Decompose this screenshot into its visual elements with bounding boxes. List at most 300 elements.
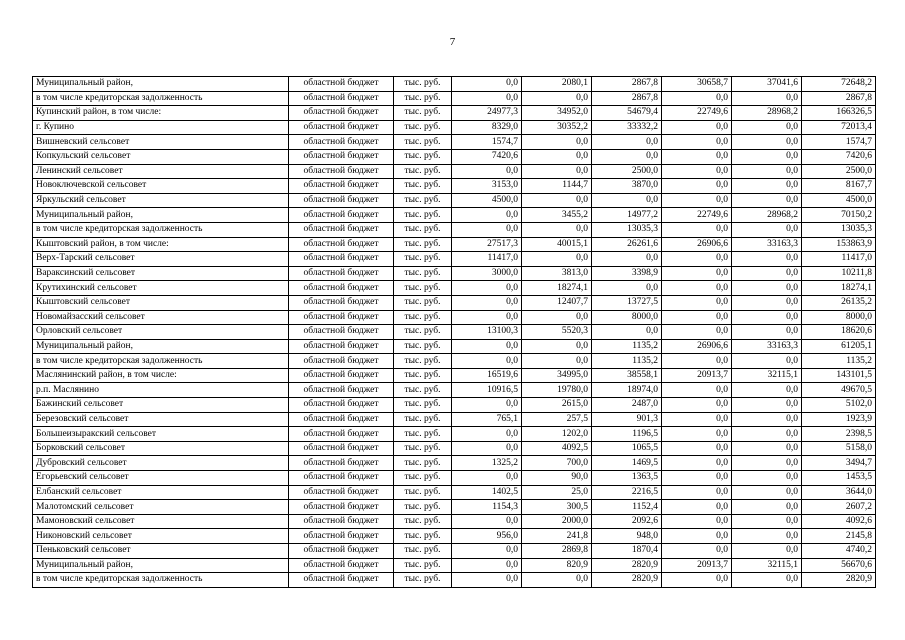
cell-unit: тыс. руб. <box>394 325 452 340</box>
cell-value: 10916,5 <box>452 383 522 398</box>
cell-value: 26261,6 <box>592 237 662 252</box>
cell-value: 0,0 <box>662 222 732 237</box>
cell-total: 26135,2 <box>802 295 876 310</box>
cell-total: 7420,6 <box>802 149 876 164</box>
cell-unit: тыс. руб. <box>394 149 452 164</box>
cell-value: 0,0 <box>452 544 522 559</box>
cell-source: областной бюджет <box>289 310 394 325</box>
cell-value: 28968,2 <box>732 208 802 223</box>
budget-table <box>32 76 876 588</box>
cell-value: 1144,7 <box>522 179 592 194</box>
cell-value: 34995,0 <box>522 368 592 383</box>
cell-value: 0,0 <box>452 471 522 486</box>
table-row <box>33 193 876 208</box>
cell-source: областной бюджет <box>289 266 394 281</box>
cell-value: 0,0 <box>662 529 732 544</box>
cell-value: 0,0 <box>662 281 732 296</box>
cell-value: 20913,7 <box>662 368 732 383</box>
table-row <box>33 120 876 135</box>
cell-name: Муниципальный район, <box>33 77 289 92</box>
cell-value: 241,8 <box>522 529 592 544</box>
table-row <box>33 91 876 106</box>
cell-value: 901,3 <box>592 412 662 427</box>
table-row <box>33 252 876 267</box>
table-row <box>33 295 876 310</box>
cell-source: областной бюджет <box>289 281 394 296</box>
cell-unit: тыс. руб. <box>394 354 452 369</box>
cell-name: Купинский район, в том числе: <box>33 106 289 121</box>
cell-value: 33163,3 <box>732 339 802 354</box>
cell-unit: тыс. руб. <box>394 252 452 267</box>
cell-value: 0,0 <box>452 295 522 310</box>
cell-value: 0,0 <box>662 252 732 267</box>
cell-value: 0,0 <box>732 281 802 296</box>
table-row <box>33 427 876 442</box>
cell-total: 2145,8 <box>802 529 876 544</box>
cell-total: 13035,3 <box>802 222 876 237</box>
table-row <box>33 237 876 252</box>
cell-value: 0,0 <box>662 398 732 413</box>
cell-value: 0,0 <box>662 427 732 442</box>
cell-source: областной бюджет <box>289 354 394 369</box>
cell-value: 1363,5 <box>592 471 662 486</box>
table-row <box>33 179 876 194</box>
cell-name: Егорьевский сельсовет <box>33 471 289 486</box>
cell-value: 0,0 <box>662 266 732 281</box>
cell-value: 0,0 <box>732 295 802 310</box>
cell-value: 13100,3 <box>452 325 522 340</box>
cell-value: 0,0 <box>732 529 802 544</box>
cell-value: 54679,4 <box>592 106 662 121</box>
cell-value: 0,0 <box>662 441 732 456</box>
table-row <box>33 398 876 413</box>
cell-source: областной бюджет <box>289 120 394 135</box>
cell-value: 37041,6 <box>732 77 802 92</box>
cell-value: 0,0 <box>592 252 662 267</box>
table-row <box>33 135 876 150</box>
cell-value: 33332,2 <box>592 120 662 135</box>
cell-name: Ленинский сельсовет <box>33 164 289 179</box>
table-row <box>33 281 876 296</box>
cell-total: 56670,6 <box>802 558 876 573</box>
cell-unit: тыс. руб. <box>394 573 452 588</box>
cell-source: областной бюджет <box>289 456 394 471</box>
cell-value: 0,0 <box>662 179 732 194</box>
cell-total: 2867,8 <box>802 91 876 106</box>
cell-value: 0,0 <box>732 412 802 427</box>
cell-value: 0,0 <box>452 573 522 588</box>
cell-value: 2867,8 <box>592 77 662 92</box>
cell-total: 11417,0 <box>802 252 876 267</box>
table-row <box>33 77 876 92</box>
table-row <box>33 514 876 529</box>
cell-total: 18620,6 <box>802 325 876 340</box>
cell-value: 948,0 <box>592 529 662 544</box>
cell-value: 0,0 <box>732 91 802 106</box>
cell-value: 40015,1 <box>522 237 592 252</box>
cell-source: областной бюджет <box>289 485 394 500</box>
cell-value: 0,0 <box>732 252 802 267</box>
cell-value: 0,0 <box>732 193 802 208</box>
cell-value: 22749,6 <box>662 106 732 121</box>
cell-value: 19780,0 <box>522 383 592 398</box>
cell-unit: тыс. руб. <box>394 310 452 325</box>
cell-value: 2820,9 <box>592 573 662 588</box>
cell-value: 0,0 <box>522 149 592 164</box>
cell-unit: тыс. руб. <box>394 471 452 486</box>
cell-value: 956,0 <box>452 529 522 544</box>
cell-value: 0,0 <box>662 544 732 559</box>
cell-source: областной бюджет <box>289 179 394 194</box>
cell-value: 30352,2 <box>522 120 592 135</box>
cell-unit: тыс. руб. <box>394 427 452 442</box>
table-row <box>33 222 876 237</box>
cell-source: областной бюджет <box>289 573 394 588</box>
cell-value: 33163,3 <box>732 237 802 252</box>
cell-value: 32115,1 <box>732 368 802 383</box>
cell-value: 0,0 <box>522 310 592 325</box>
cell-value: 0,0 <box>592 281 662 296</box>
cell-value: 4500,0 <box>452 193 522 208</box>
cell-name: в том числе кредиторская задолженность <box>33 222 289 237</box>
cell-total: 2398,5 <box>802 427 876 442</box>
table-row <box>33 471 876 486</box>
cell-value: 0,0 <box>662 325 732 340</box>
cell-unit: тыс. руб. <box>394 91 452 106</box>
cell-value: 0,0 <box>662 295 732 310</box>
table-row <box>33 485 876 500</box>
cell-value: 1574,7 <box>452 135 522 150</box>
cell-value: 0,0 <box>732 222 802 237</box>
cell-unit: тыс. руб. <box>394 485 452 500</box>
cell-total: 1574,7 <box>802 135 876 150</box>
cell-value: 2615,0 <box>522 398 592 413</box>
cell-value: 700,0 <box>522 456 592 471</box>
cell-total: 1453,5 <box>802 471 876 486</box>
cell-source: областной бюджет <box>289 441 394 456</box>
table-row <box>33 441 876 456</box>
cell-value: 0,0 <box>662 91 732 106</box>
cell-value: 22749,6 <box>662 208 732 223</box>
cell-value: 0,0 <box>452 222 522 237</box>
cell-value: 1870,4 <box>592 544 662 559</box>
cell-unit: тыс. руб. <box>394 135 452 150</box>
cell-value: 0,0 <box>732 398 802 413</box>
cell-unit: тыс. руб. <box>394 456 452 471</box>
cell-value: 0,0 <box>662 485 732 500</box>
cell-value: 0,0 <box>452 427 522 442</box>
cell-unit: тыс. руб. <box>394 500 452 515</box>
cell-value: 26906,6 <box>662 339 732 354</box>
table-row <box>33 368 876 383</box>
table-row <box>33 266 876 281</box>
cell-source: областной бюджет <box>289 149 394 164</box>
cell-source: областной бюджет <box>289 339 394 354</box>
cell-value: 0,0 <box>732 179 802 194</box>
cell-total: 2607,2 <box>802 500 876 515</box>
cell-value: 32115,1 <box>732 558 802 573</box>
cell-value: 2869,8 <box>522 544 592 559</box>
cell-total: 5102,0 <box>802 398 876 413</box>
cell-value: 3813,0 <box>522 266 592 281</box>
cell-value: 4092,5 <box>522 441 592 456</box>
cell-total: 70150,2 <box>802 208 876 223</box>
cell-value: 34952,0 <box>522 106 592 121</box>
cell-value: 7420,6 <box>452 149 522 164</box>
cell-value: 0,0 <box>662 354 732 369</box>
cell-name: Муниципальный район, <box>33 208 289 223</box>
cell-value: 0,0 <box>592 149 662 164</box>
cell-value: 1469,5 <box>592 456 662 471</box>
table-row <box>33 164 876 179</box>
table-row <box>33 529 876 544</box>
cell-value: 0,0 <box>732 383 802 398</box>
cell-name: Орловский сельсовет <box>33 325 289 340</box>
cell-name: Кыштовский район, в том числе: <box>33 237 289 252</box>
cell-value: 8329,0 <box>452 120 522 135</box>
cell-unit: тыс. руб. <box>394 339 452 354</box>
cell-value: 2487,0 <box>592 398 662 413</box>
cell-value: 0,0 <box>452 281 522 296</box>
cell-name: Березовский сельсовет <box>33 412 289 427</box>
cell-unit: тыс. руб. <box>394 120 452 135</box>
cell-total: 10211,8 <box>802 266 876 281</box>
cell-value: 0,0 <box>732 149 802 164</box>
cell-total: 49670,5 <box>802 383 876 398</box>
cell-name: Новомайзасский сельсовет <box>33 310 289 325</box>
cell-value: 24977,3 <box>452 106 522 121</box>
cell-value: 0,0 <box>732 427 802 442</box>
table-row <box>33 339 876 354</box>
cell-unit: тыс. руб. <box>394 193 452 208</box>
cell-value: 3398,9 <box>592 266 662 281</box>
cell-value: 13035,3 <box>592 222 662 237</box>
cell-value: 2000,0 <box>522 514 592 529</box>
cell-source: областной бюджет <box>289 514 394 529</box>
cell-name: Никоновский сельсовет <box>33 529 289 544</box>
table-row <box>33 208 876 223</box>
cell-unit: тыс. руб. <box>394 529 452 544</box>
cell-value: 3000,0 <box>452 266 522 281</box>
cell-value: 0,0 <box>452 208 522 223</box>
cell-value: 0,0 <box>522 354 592 369</box>
cell-name: Кыштовский сельсовет <box>33 295 289 310</box>
cell-unit: тыс. руб. <box>394 222 452 237</box>
cell-value: 0,0 <box>662 193 732 208</box>
cell-value: 300,5 <box>522 500 592 515</box>
cell-value: 1202,0 <box>522 427 592 442</box>
cell-total: 72648,2 <box>802 77 876 92</box>
cell-value: 0,0 <box>522 339 592 354</box>
cell-value: 0,0 <box>732 266 802 281</box>
cell-value: 0,0 <box>522 91 592 106</box>
cell-value: 27517,3 <box>452 237 522 252</box>
cell-source: областной бюджет <box>289 558 394 573</box>
cell-value: 0,0 <box>592 193 662 208</box>
cell-unit: тыс. руб. <box>394 544 452 559</box>
cell-name: г. Купино <box>33 120 289 135</box>
cell-source: областной бюджет <box>289 135 394 150</box>
table-row <box>33 325 876 340</box>
cell-value: 0,0 <box>522 222 592 237</box>
cell-value: 3870,0 <box>592 179 662 194</box>
cell-value: 0,0 <box>662 412 732 427</box>
table-row <box>33 544 876 559</box>
cell-value: 0,0 <box>452 354 522 369</box>
table-row <box>33 149 876 164</box>
cell-value: 0,0 <box>522 193 592 208</box>
cell-value: 30658,7 <box>662 77 732 92</box>
cell-value: 0,0 <box>732 544 802 559</box>
cell-unit: тыс. руб. <box>394 237 452 252</box>
cell-unit: тыс. руб. <box>394 295 452 310</box>
cell-value: 0,0 <box>662 456 732 471</box>
cell-source: областной бюджет <box>289 164 394 179</box>
cell-unit: тыс. руб. <box>394 441 452 456</box>
cell-unit: тыс. руб. <box>394 398 452 413</box>
cell-source: областной бюджет <box>289 193 394 208</box>
cell-unit: тыс. руб. <box>394 77 452 92</box>
cell-value: 1135,2 <box>592 339 662 354</box>
cell-value: 16519,6 <box>452 368 522 383</box>
cell-value: 0,0 <box>662 310 732 325</box>
cell-value: 25,0 <box>522 485 592 500</box>
cell-total: 1923,9 <box>802 412 876 427</box>
cell-value: 0,0 <box>522 252 592 267</box>
cell-value: 0,0 <box>732 441 802 456</box>
cell-value: 0,0 <box>662 573 732 588</box>
cell-source: областной бюджет <box>289 222 394 237</box>
cell-name: в том числе кредиторская задолженность <box>33 91 289 106</box>
cell-value: 1135,2 <box>592 354 662 369</box>
cell-source: областной бюджет <box>289 106 394 121</box>
cell-total: 153863,9 <box>802 237 876 252</box>
cell-value: 0,0 <box>452 514 522 529</box>
cell-value: 0,0 <box>732 573 802 588</box>
cell-value: 0,0 <box>452 310 522 325</box>
cell-value: 2867,8 <box>592 91 662 106</box>
cell-value: 0,0 <box>732 354 802 369</box>
cell-value: 1325,2 <box>452 456 522 471</box>
table-row <box>33 500 876 515</box>
cell-value: 0,0 <box>732 310 802 325</box>
cell-source: областной бюджет <box>289 427 394 442</box>
cell-name: в том числе кредиторская задолженность <box>33 354 289 369</box>
cell-value: 18274,1 <box>522 281 592 296</box>
cell-source: областной бюджет <box>289 398 394 413</box>
cell-value: 3455,2 <box>522 208 592 223</box>
cell-name: р.п. Маслянино <box>33 383 289 398</box>
cell-value: 0,0 <box>732 325 802 340</box>
cell-value: 0,0 <box>732 456 802 471</box>
cell-value: 2820,9 <box>592 558 662 573</box>
cell-unit: тыс. руб. <box>394 412 452 427</box>
cell-value: 1402,5 <box>452 485 522 500</box>
cell-unit: тыс. руб. <box>394 514 452 529</box>
cell-value: 26906,6 <box>662 237 732 252</box>
cell-total: 3644,0 <box>802 485 876 500</box>
table-row <box>33 558 876 573</box>
cell-value: 8000,0 <box>592 310 662 325</box>
cell-name: Яркульский сельсовет <box>33 193 289 208</box>
cell-name: в том числе кредиторская задолженность <box>33 573 289 588</box>
cell-total: 143101,5 <box>802 368 876 383</box>
cell-total: 61205,1 <box>802 339 876 354</box>
cell-total: 18274,1 <box>802 281 876 296</box>
cell-name: Малотомский сельсовет <box>33 500 289 515</box>
cell-value: 0,0 <box>662 500 732 515</box>
cell-value: 0,0 <box>522 573 592 588</box>
cell-value: 0,0 <box>452 398 522 413</box>
table-row <box>33 310 876 325</box>
cell-value: 11417,0 <box>452 252 522 267</box>
cell-value: 0,0 <box>452 558 522 573</box>
cell-total: 3494,7 <box>802 456 876 471</box>
cell-value: 2500,0 <box>592 164 662 179</box>
cell-value: 0,0 <box>662 149 732 164</box>
cell-value: 0,0 <box>452 164 522 179</box>
cell-source: областной бюджет <box>289 237 394 252</box>
cell-value: 13727,5 <box>592 295 662 310</box>
cell-name: Пеньковский сельсовет <box>33 544 289 559</box>
cell-value: 0,0 <box>592 325 662 340</box>
cell-value: 0,0 <box>452 91 522 106</box>
cell-value: 0,0 <box>662 164 732 179</box>
cell-value: 90,0 <box>522 471 592 486</box>
cell-total: 4092,6 <box>802 514 876 529</box>
page-number: 7 <box>449 36 456 48</box>
table-row <box>33 573 876 588</box>
cell-source: областной бюджет <box>289 208 394 223</box>
cell-value: 820,9 <box>522 558 592 573</box>
cell-total: 4740,2 <box>802 544 876 559</box>
cell-value: 18974,0 <box>592 383 662 398</box>
cell-value: 0,0 <box>732 164 802 179</box>
cell-value: 0,0 <box>522 135 592 150</box>
cell-total: 1135,2 <box>802 354 876 369</box>
cell-source: областной бюджет <box>289 77 394 92</box>
cell-name: Маслянинский район, в том числе: <box>33 368 289 383</box>
cell-source: областной бюджет <box>289 295 394 310</box>
cell-value: 0,0 <box>732 135 802 150</box>
table-row <box>33 106 876 121</box>
cell-source: областной бюджет <box>289 91 394 106</box>
cell-total: 2820,9 <box>802 573 876 588</box>
cell-name: Бажинский сельсовет <box>33 398 289 413</box>
cell-value: 3153,0 <box>452 179 522 194</box>
cell-total: 72013,4 <box>802 120 876 135</box>
cell-source: областной бюджет <box>289 252 394 267</box>
cell-value: 1196,5 <box>592 427 662 442</box>
cell-source: областной бюджет <box>289 529 394 544</box>
cell-value: 14977,2 <box>592 208 662 223</box>
cell-source: областной бюджет <box>289 368 394 383</box>
cell-name: Муниципальный район, <box>33 339 289 354</box>
table-row <box>33 456 876 471</box>
cell-name: Вишневский сельсовет <box>33 135 289 150</box>
cell-value: 1152,4 <box>592 500 662 515</box>
cell-name: Муниципальный район, <box>33 558 289 573</box>
cell-unit: тыс. руб. <box>394 164 452 179</box>
cell-total: 4500,0 <box>802 193 876 208</box>
cell-value: 0,0 <box>662 135 732 150</box>
cell-unit: тыс. руб. <box>394 558 452 573</box>
cell-total: 8167,7 <box>802 179 876 194</box>
cell-unit: тыс. руб. <box>394 266 452 281</box>
cell-value: 2092,6 <box>592 514 662 529</box>
table-row <box>33 412 876 427</box>
cell-unit: тыс. руб. <box>394 179 452 194</box>
